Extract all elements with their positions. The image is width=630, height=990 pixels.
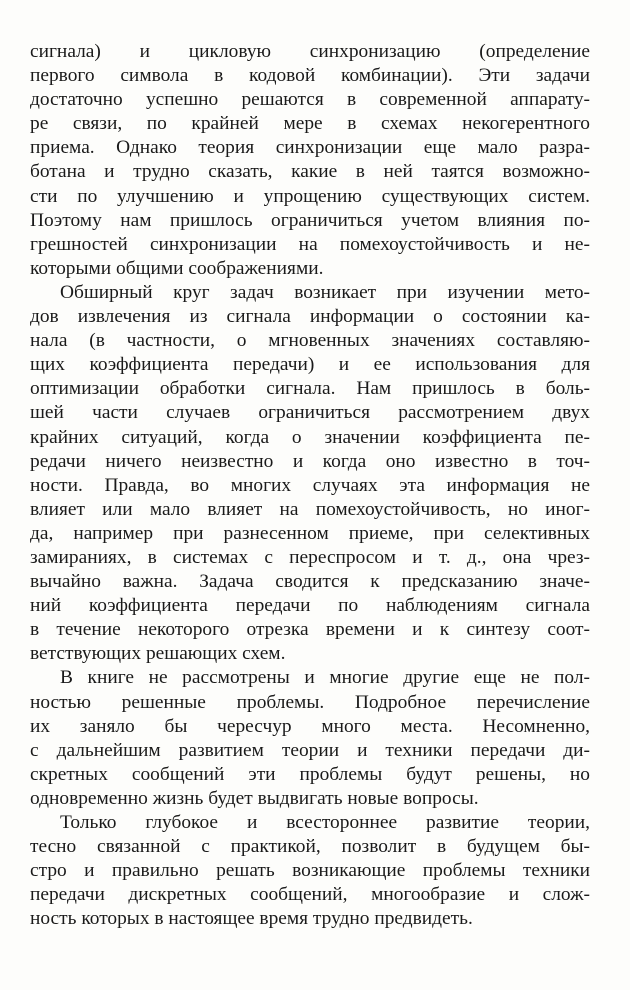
- text-line: крайних ситуаций, когда о значении коэффициента пе-: [30, 426, 590, 448]
- paragraph: [30, 811, 590, 931]
- text-line: щих коэффициента передачи) и ее использования для: [30, 354, 590, 376]
- text-line: сигнала) и цикловую синхронизацию (определение: [30, 41, 590, 62]
- text-line: дов извлечения из сигнала информации о состоянии ка-: [30, 306, 590, 328]
- text-line: Поэтому нам пришлось ограничиться учетом влияния по-: [30, 209, 590, 231]
- text-line: редачи ничего неизвестно и когда оно известно в точ-: [30, 450, 590, 472]
- text-line: ность которых в настоящее время трудно предвидеть.: [30, 908, 473, 930]
- text-line: ботана и трудно сказать, какие в ней таятся возможно-: [30, 161, 590, 183]
- text-line: одновременно жизнь будет выдвигать новые вопросы.: [30, 787, 479, 809]
- text-line: шей части случаев ограничиться рассмотрением двух: [30, 402, 590, 424]
- text-line: передачи дискретных сообщений, многообразие и слож-: [30, 884, 590, 906]
- text-line: грешностей синхронизации на помехоустойчивость и не-: [30, 233, 590, 255]
- text-line: достаточно успешно решаются в современной аппарату-: [30, 89, 590, 111]
- text-line: в течение некоторого отрезка времени и к синтезу соот-: [30, 619, 590, 641]
- paragraph: [30, 666, 590, 811]
- text-line: влияет или мало влияет на помехоустойчивость, но иног-: [30, 498, 590, 520]
- text-line: ветствующих решающих схем.: [30, 643, 286, 665]
- text-line: ний коэффициента передачи по наблюдениям сигнала: [30, 595, 590, 617]
- text-line: Только глубокое и всестороннее развитие теории,: [60, 812, 590, 833]
- text-line: ности. Правда, во многих случаях эта информация не: [30, 474, 590, 496]
- text-line: приема. Однако теория синхронизации еще мало разра-: [30, 137, 590, 159]
- text-line: вычайно важна. Задача сводится к предсказанию значе-: [30, 571, 590, 593]
- text-line: тесно связанной с практикой, позволит в будущем бы-: [30, 836, 590, 858]
- text-line: В книге не рассмотрены и многие другие еще не пол-: [60, 667, 590, 689]
- text-line: с дальнейшим развитием теории и техники передачи ди-: [30, 739, 590, 761]
- text-line: их заняло бы чересчур много места. Несомненно,: [30, 715, 590, 737]
- paragraph: [30, 40, 590, 281]
- paragraph: [30, 281, 590, 667]
- body-text: [30, 40, 590, 931]
- text-line: Обширный круг задач возникает при изучении мето-: [60, 281, 590, 303]
- text-line: которыми общими соображениями.: [30, 257, 324, 279]
- text-line: стро и правильно решать возникающие проблемы техники: [30, 860, 590, 882]
- text-line: оптимизации обработки сигнала. Нам пришлось в боль-: [30, 378, 590, 400]
- text-line: замираниях, в системах с переспросом и т. д., она чрез-: [30, 546, 590, 568]
- text-line: первого символа в кодовой комбинации). Эти задачи: [30, 65, 590, 87]
- text-line: скретных сообщений эти проблемы будут решены, но: [30, 763, 590, 785]
- text-line: ре связи, по крайней мере в схемах некогерентного: [30, 113, 590, 135]
- text-line: сти по улучшению и упрощению существующих систем.: [30, 185, 590, 207]
- text-line: ностью решенные проблемы. Подробное перечисление: [30, 691, 590, 713]
- text-line: да, например при разнесенном приеме, при селективных: [30, 522, 590, 544]
- text-line: нала (в частности, о мгновенных значениях составляю-: [30, 330, 590, 352]
